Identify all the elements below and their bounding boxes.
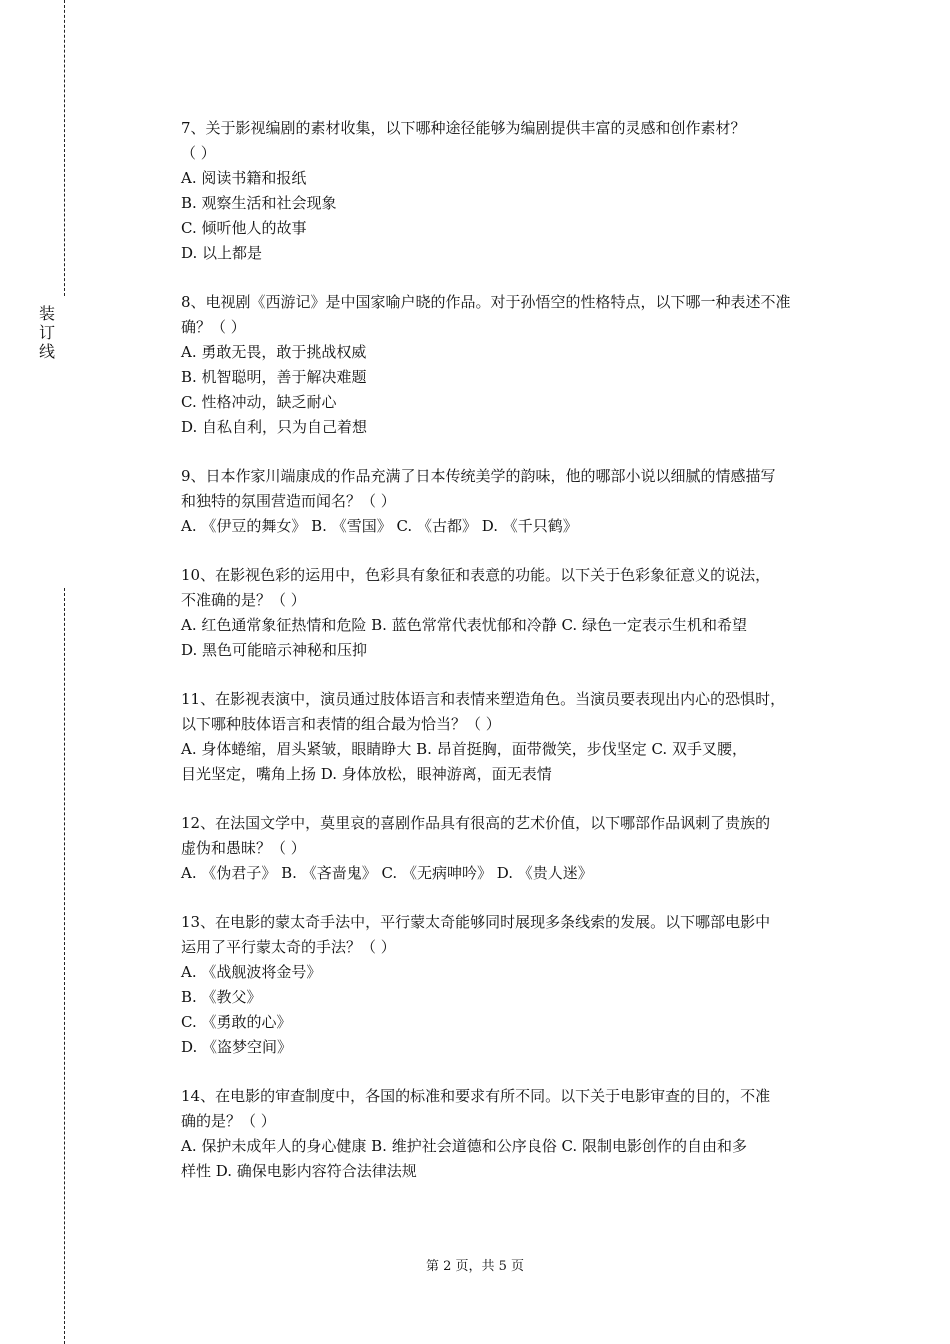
option-d: D. 自私自利，只为自己着想 [181, 418, 368, 436]
question-stem: 9、日本作家川端康成的作品充满了日本传统美学的韵味，他的哪部小说以细腻的情感描写 [181, 467, 776, 485]
question-stem-continued: 和独特的氛围营造而闻名？（ ） [181, 492, 396, 510]
options-inline: A. 保护未成年人的身心健康 B. 维护社会道德和公序良俗 C. 限制电影创作的自由和多 [181, 1137, 747, 1155]
binding-label-char: 装 [38, 304, 55, 323]
option-c: C. 《勇敢的心》 [181, 1013, 292, 1031]
options-inline: A. 身体蜷缩，眉头紧皱，眼睛睁大 B. 昂首挺胸，面带微笑，步伐坚定 C. 双手叉腰， [181, 740, 747, 758]
options-inline: A. 《伊豆的舞女》 B. 《雪国》 C. 《古都》 D. 《千只鹤》 [181, 517, 578, 535]
binding-line-bottom [64, 588, 65, 1344]
question-stem: 11、在影视表演中，演员通过肢体语言和表情来塑造角色。当演员要表现出内心的恐惧时， [181, 690, 786, 708]
question-stem: 7、关于影视编剧的素材收集，以下哪种途径能够为编剧提供丰富的灵感和创作素材？ [181, 119, 746, 137]
option-a: A. 阅读书籍和报纸 [181, 169, 307, 187]
binding-label [36, 304, 58, 361]
option-b: B. 《教父》 [181, 988, 262, 1006]
question-stem-continued: 不准确的是？（ ） [181, 591, 306, 609]
question-10 [181, 563, 841, 663]
binding-line-top [64, 0, 65, 296]
binding-label-char: 线 [38, 342, 55, 361]
option-c: C. 倾听他人的故事 [181, 219, 307, 237]
options-inline-continued: 样性 D. 确保电影内容符合法律法规 [181, 1162, 417, 1180]
option-a: A. 《战舰波将金号》 [181, 963, 322, 981]
question-stem-continued: 以下哪种肢体语言和表情的组合最为恰当？（ ） [181, 715, 501, 733]
question-stem: 10、在影视色彩的运用中，色彩具有象征和表意的功能。以下关于色彩象征意义的说法， [181, 566, 771, 584]
question-stem-continued: 运用了平行蒙太奇的手法？（ ） [181, 938, 396, 956]
question-9 [181, 464, 841, 539]
question-list [181, 116, 841, 1208]
question-stem: 13、在电影的蒙太奇手法中，平行蒙太奇能够同时展现多条线索的发展。以下哪部电影中 [181, 913, 771, 931]
question-11 [181, 687, 841, 787]
page-number: 第 2 页，共 5 页 [425, 1259, 525, 1274]
question-14 [181, 1084, 841, 1184]
options-inline: A. 红色通常象征热情和危险 B. 蓝色常常代表忧郁和冷静 C. 绿色一定表示生机和希望 [181, 616, 747, 634]
answer-bracket: （ ） [181, 144, 216, 162]
question-stem-continued: 虚伪和愚昧？（ ） [181, 839, 306, 857]
question-7 [181, 116, 841, 266]
question-stem-continued: 确的是？（ ） [181, 1112, 276, 1130]
option-a: A. 勇敢无畏，敢于挑战权威 [181, 343, 367, 361]
question-stem: 14、在电影的审查制度中，各国的标准和要求有所不同。以下关于电影审查的目的，不准 [181, 1087, 771, 1105]
option-c: C. 性格冲动，缺乏耐心 [181, 393, 337, 411]
option-b: B. 观察生活和社会现象 [181, 194, 337, 212]
options-inline: A. 《伪君子》 B. 《吝啬鬼》 C. 《无病呻吟》 D. 《贵人迷》 [181, 864, 593, 882]
options-inline-continued: D. 黑色可能暗示神秘和压抑 [181, 641, 368, 659]
question-13 [181, 910, 841, 1060]
question-8 [181, 290, 841, 440]
binding-label-char: 订 [38, 323, 55, 342]
question-stem-continued: 确？（ ） [181, 318, 246, 336]
question-stem: 8、电视剧《西游记》是中国家喻户晓的作品。对于孙悟空的性格特点，以下哪一种表述不准 [181, 293, 791, 311]
options-inline-continued: 目光坚定，嘴角上扬 D. 身体放松，眼神游离，面无表情 [181, 765, 552, 783]
option-b: B. 机智聪明，善于解决难题 [181, 368, 367, 386]
option-d: D. 以上都是 [181, 244, 263, 262]
question-stem: 12、在法国文学中，莫里哀的喜剧作品具有很高的艺术价值，以下哪部作品讽刺了贵族的 [181, 814, 771, 832]
option-d: D. 《盗梦空间》 [181, 1038, 293, 1056]
question-12 [181, 811, 841, 886]
